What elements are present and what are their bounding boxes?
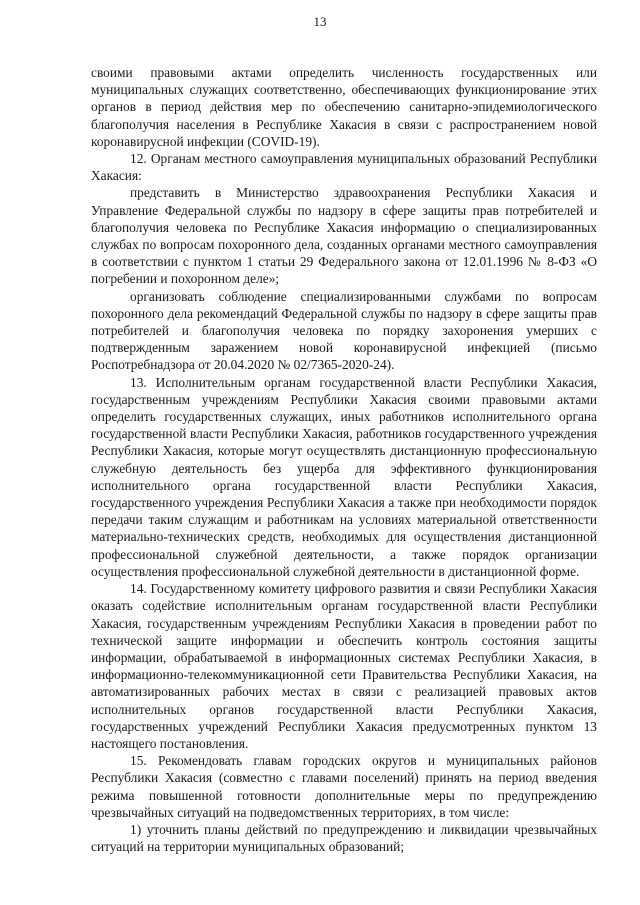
paragraph-continuation: своими правовыми актами определить численность государственных или муниципальных служащих соответственно, обеспечивающих функционирование этих органов в период действия мер по обеспечению санитарно-эпидемиологического благополучия населения в Республике Хакасия в связи с распространением новой коронавирусной инфекции (COVID-19).: [91, 65, 597, 149]
paragraph-item-12: 12. Органам местного самоуправления муниципальных образований Республики Хакасия:: [91, 151, 597, 184]
paragraph-item-12-submit: представить в Министерство здравоохранения Республики Хакасия и Управление Федеральной службы по надзору в сфере защиты прав потребителей и благополучия человека по Республике Хакасия информацию о специализированных службах по вопросам похоронного дела, созданных органами местного самоуправления в соответствии с пунктом 1 статьи 29 Федерального закона от 12.01.1996 № 8-ФЗ «О погребении и похоронном деле»;: [91, 185, 597, 287]
paragraph-item-15-1: 1) уточнить планы действий по предупреждению и ликвидации чрезвычайных ситуаций на территории муниципальных образований;: [91, 821, 597, 855]
paragraph-item-14: 14. Государственному комитету цифрового развития и связи Республики Хакасия оказать содействие исполнительным органам государственной власти Республики Хакасия, государственным учреждениям Республики Хакасия в проведении работ по технической защите информации и обеспечить контроль состояния защиты информации, обрабатываемой в информационных системах Республики Хакасия, в информационно-телекоммуникационной сети Правительства Республики Хакасия, на автоматизированных рабочих местах в связи с реализацией правовых актов исполнительных органов государственной власти Республики Хакасия, государственных учреждений Республики Хакасия предусмотренных пунктом 13 настоящего постановления.: [91, 581, 597, 751]
paragraph-item-12-organize: организовать соблюдение специализированными службами по вопросам похоронного дела рекомендаций Федеральной службы по надзору в сфере защиты прав потребителей и благополучия человека по порядку захоронения умерших с подтвержденным заражением новой коронавирусной инфекцией (письмо Роспотребнадзора от 20.04.2020 № 02/7365-2020-24).: [91, 288, 597, 373]
document-body: [91, 64, 597, 855]
paragraph-item-13: 13. Исполнительным органам государственной власти Республики Хакасия, государственным учреждениям Республики Хакасия своими правовыми актами определить государственных служащих, иных работников исполнительного органа государственной власти Республики Хакасия, работников государственного учреждения Республики Хакасия, которые могут осуществлять дистанционную профессиональную служебную деятельность без ущерба для эффективного функционирования исполнительного органа государственной власти Республики Хакасия, государственного учреждения Республики Хакасия а также при необходимости порядок передачи таким служащим и работникам на условиях материальной ответственности материально-технических средств, необходимых для осуществления дистанционной профессиональной служебной деятельности, а также порядок организации осуществления профессиональной служебной деятельности в дистанционной форме.: [91, 374, 597, 579]
paragraph-item-15: 15. Рекомендовать главам городских округов и муниципальных районов Республики Хакасия (совместно с главами поселений) принять на период введения режима повышенной готовности дополнительные меры по предупреждению чрезвычайных ситуаций на подведомственных территориях, в том числе:: [91, 753, 597, 820]
page-number: 13: [313, 14, 327, 29]
